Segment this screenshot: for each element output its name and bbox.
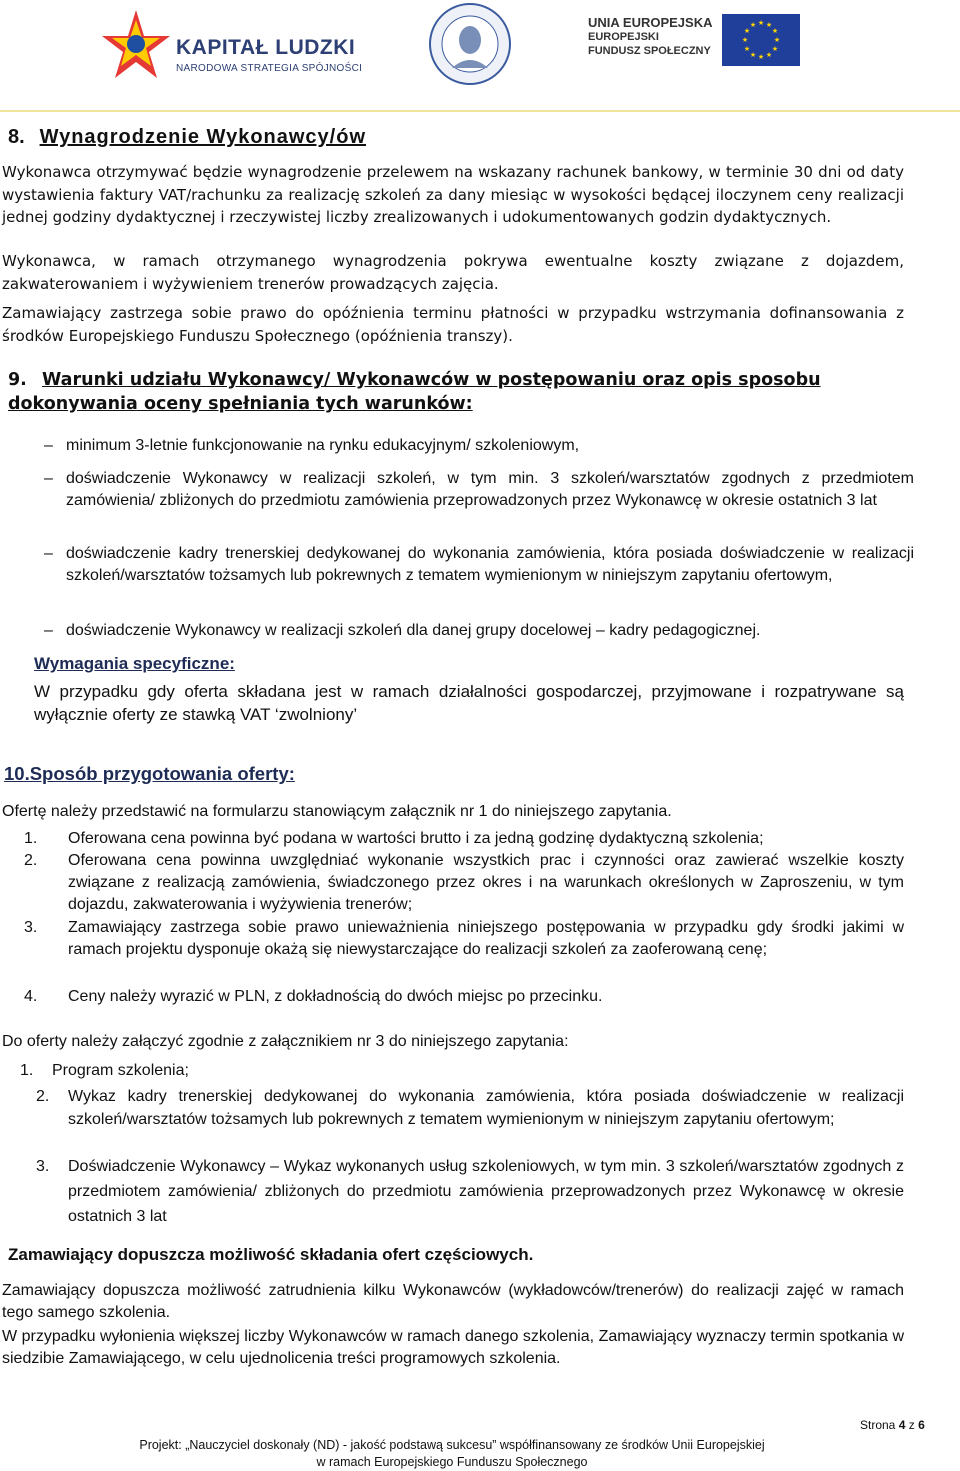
offer-intro: Ofertę należy przedstawić na formularzu stanowiącym załącznik nr 1 do niniejszego zapytania. [2, 803, 672, 820]
svg-text:★: ★ [743, 45, 751, 53]
eu-logo-text [588, 16, 712, 58]
svg-text:★: ★ [765, 21, 773, 29]
page-label: Strona [860, 1418, 896, 1432]
list-number: 3. [24, 919, 38, 936]
section-9-title: Warunki udziału Wykonawcy/ Wykonawców w postępowaniu oraz opis sposobu dokonywania oceny spełniania tych warunków: [8, 370, 821, 414]
dash-bullet: – [44, 545, 53, 562]
svg-text:★: ★ [757, 53, 765, 61]
page-separator: z [908, 1418, 915, 1432]
section-9-number: 9. [8, 370, 27, 390]
condition-text: doświadczenie Wykonawcy w realizacji szkoleń dla danej grupy docelowej – kadry pedagogicznej. [66, 622, 761, 639]
list-text: Wykaz kadry trenerskiej dedykowanej do wykonania zamówienia, która posiada doświadczenie w realizacji szkoleń/warsztatów tożsamych lub pokrewnych z tematem wymienionym w niniejszym zapytaniu ofertowym; [68, 1088, 904, 1128]
list-number: 4. [24, 988, 38, 1005]
list-number: 2. [24, 852, 38, 869]
eu-line1: UNIA EUROPEJSKA [588, 15, 713, 30]
kapital-ludzki-subtitle: NARODOWA STRATEGIA SPÓJNOŚCI [176, 63, 363, 74]
kapital-ludzki-emblem-icon [98, 6, 174, 84]
page-current: 4 [898, 1418, 906, 1432]
svg-text:★: ★ [771, 45, 779, 53]
eu-line2: EUROPEJSKI [588, 31, 659, 43]
list-text: Oferowana cena powinna być podana w wartości brutto i za jedną godzinę dydaktyczną szkolenia; [68, 830, 764, 847]
eu-flag-icon [722, 14, 800, 66]
footer-project-line-2: w ramach Europejskiego Funduszu Społecznego [316, 1455, 588, 1469]
list-number: 1. [24, 830, 38, 847]
section-8-paragraph-2: Wykonawca, w ramach otrzymanego wynagrodzenia pokrywa ewentualne koszty związane z dojazdem, zakwaterowaniem i wyżywieniem trenerów prowadzących zajęcia. [2, 252, 904, 293]
attachments-intro: Do oferty należy załączyć zgodnie z załącznikiem nr 3 do niniejszego zapytania: [2, 1033, 569, 1050]
condition-text: doświadczenie Wykonawcy w realizacji szkoleń, w tym min. 3 szkoleń/warsztatów zgodnych z przedmiotem zamówienia/ zbliżonych do przedmiotu zamówienia przeprowadzonych przez Wykonawcę w okresie ostatnich 3 lat [66, 470, 914, 509]
dash-bullet: – [44, 622, 53, 639]
specific-requirements-heading: Wymagania specyficzne: [34, 654, 235, 673]
kapital-ludzki-title: KAPITAŁ LUDZKI [176, 36, 356, 59]
list-number: 3. [36, 1158, 50, 1175]
svg-text:★: ★ [771, 27, 779, 35]
list-text: Doświadczenie Wykonawcy – Wykaz wykonanych usług szkoleniowych, w tym min. 3 szkoleń/warsztatów zgodnych z przedmiotem zamówienia/ zbliżonych do przedmiotu zamówienia przeprowadzonych przez Wykonawcę w okresie ostatnich 3 lat [68, 1158, 904, 1225]
header-logos [0, 0, 960, 90]
eu-logo [580, 12, 910, 74]
svg-text:★: ★ [749, 51, 757, 59]
section-8-heading [8, 126, 366, 149]
list-text: Zamawiający zastrzega sobie prawo unieważnienia niniejszego postępowania w przypadku gdy środki jakimi w ramach projektu dysponuje okażą się niewystarczające do realizacji szkoleń za zaoferowaną cenę; [68, 919, 904, 958]
kapital-ludzki-logo [98, 6, 368, 84]
eu-line3: FUNDUSZ SPOŁECZNY [588, 45, 711, 57]
list-number: 2. [36, 1088, 50, 1105]
svg-text:★: ★ [765, 51, 773, 59]
footer-project-line-1: Projekt: „Nauczyciel doskonały (ND) - jakość podstawą sukcesu” współfinansowany ze środków Unii Europejskiej [139, 1438, 765, 1452]
multiple-contractors-paragraph: Zamawiający dopuszcza możliwość zatrudnienia kilku Wykonawców (wykładowców/trenerów) do realizacji zajęć w ramach tego samego szkolenia. [2, 1282, 904, 1321]
condition-text: doświadczenie kadry trenerskiej dedykowanej do wykonania zamówienia, która posiada doświadczenie w realizacji szkoleń/warsztatów tożsamych lub pokrewnych z tematem wymienionym w niniejszym zapytaniu ofertowym, [66, 545, 914, 584]
section-10-heading: 10.Sposób przygotowania oferty: [4, 763, 295, 784]
section-8-paragraph-1: Wykonawca otrzymywać będzie wynagrodzenie przelewem na wskazany rachunek bankowy, w terminie 30 dni od daty wystawienia faktury VAT/rachunku za realizację szkoleń za dany miesiąc w wysokości będącej iloczynem ceny realizacji jednej godziny dydaktycznej i rzeczywistej liczby zrealizowanych i udokumentowanych godzin dydaktycznych. [2, 163, 904, 226]
list-number: 1. [20, 1062, 34, 1079]
svg-text:★: ★ [743, 27, 751, 35]
header-divider [0, 110, 960, 112]
university-seal-icon [428, 2, 512, 86]
svg-text:★: ★ [749, 21, 757, 29]
dash-bullet: – [44, 437, 53, 454]
page-number [860, 1418, 925, 1432]
specific-requirements-text: W przypadku gdy oferta składana jest w ramach działalności gospodarczej, przyjmowane i rozpatrywane są wyłącznie oferty ze stawką VAT ‘zwolniony’ [34, 682, 904, 724]
section-8-number: 8. [8, 126, 25, 148]
section-8-title: Wynagrodzenie Wykonawcy/ów [39, 126, 367, 148]
page-total: 6 [918, 1418, 925, 1432]
partial-offers-statement: Zamawiający dopuszcza możliwość składania ofert częściowych. [8, 1245, 534, 1264]
svg-text:★: ★ [741, 36, 749, 44]
section-9-heading [8, 368, 904, 416]
dash-bullet: – [44, 470, 53, 487]
svg-text:★: ★ [757, 19, 765, 27]
list-text: Program szkolenia; [52, 1062, 189, 1079]
meeting-paragraph: W przypadku wyłonienia większej liczby Wykonawców w ramach danego szkolenia, Zamawiający wyznaczy termin spotkania w siedzibie Zamawiającego, w celu ujednolicenia treści programowych szkolenia. [2, 1328, 904, 1367]
condition-text: minimum 3-letnie funkcjonowanie na rynku edukacyjnym/ szkoleniowym, [66, 437, 580, 454]
university-seal [428, 2, 512, 86]
section-8-paragraph-3: Zamawiający zastrzega sobie prawo do opóźnienia terminu płatności w przypadku wstrzymania dofinansowania z środków Europejskiego Funduszu Społecznego (opóźnienia transzy). [2, 304, 904, 345]
svg-text:★: ★ [773, 36, 781, 44]
list-text: Oferowana cena powinna uwzględniać wykonanie wszystkich prac i czynności oraz zawierać wszelkie koszty związane z realizacją zamówienia, świadczonego przez okres i na warunkach określonych w Zaproszeniu, w tym dojazdu, zakwaterowania i wyżywienia trenerów; [68, 852, 904, 913]
list-text: Ceny należy wyrazić w PLN, z dokładnością do dwóch miejsc po przecinku. [68, 988, 603, 1005]
